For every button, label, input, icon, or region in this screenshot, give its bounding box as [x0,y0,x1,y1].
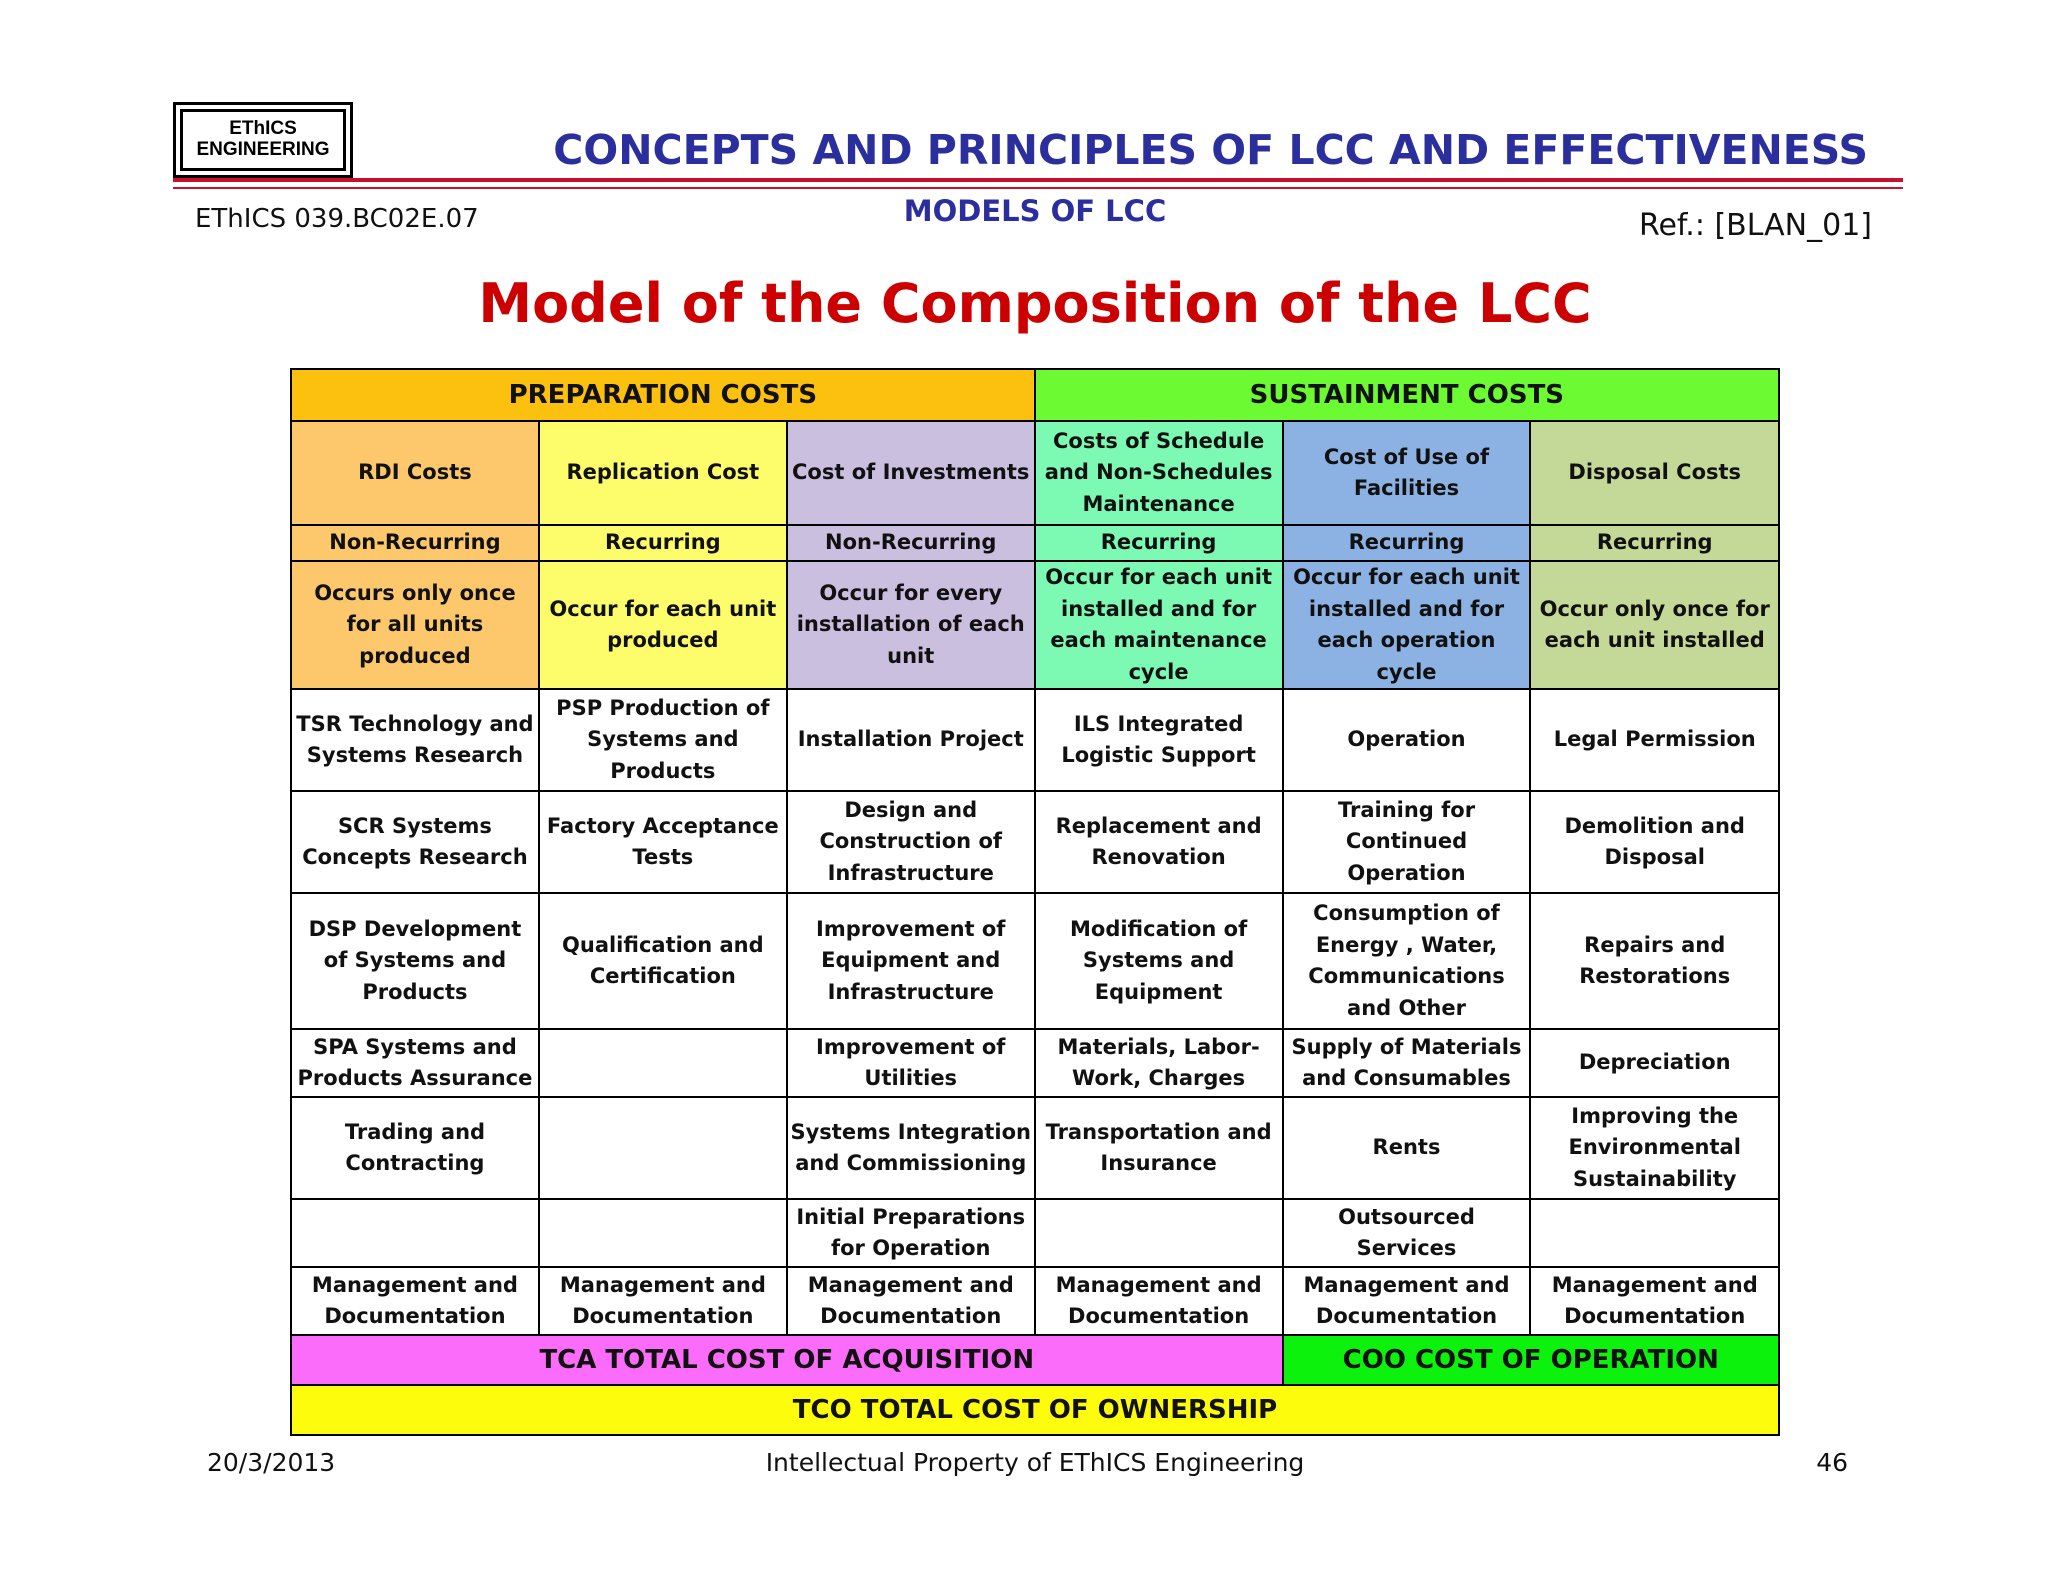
table-cell [539,1029,787,1097]
table-row [291,893,1779,1029]
table-cell: Outsourced Services [1283,1199,1531,1267]
occurrence-cell: Occurs only once for all units produced [291,561,539,689]
table-cell [539,1199,787,1267]
table-row [291,1029,1779,1097]
logo-line-engineering: ENGINEERING [196,139,330,160]
table-cell [291,1199,539,1267]
column-header: Replication Cost [539,421,787,525]
table-cell: Materials, Labor-Work, Charges [1035,1029,1283,1097]
page-number: 46 [1816,1448,1848,1477]
table-cell: Management and Documentation [1283,1267,1531,1335]
table-cell: Factory Acceptance Tests [539,791,787,893]
occurrence-cell: Occur for each unit installed and for each maintenance cycle [1035,561,1283,689]
table-cell: Trading and Contracting [291,1097,539,1199]
acquisition-operation-row [291,1335,1779,1385]
main-title: CONCEPTS AND PRINCIPLES OF LCC AND EFFECTIVENESS [553,126,1868,174]
table-cell: Improving the Environmental Sustainability [1530,1097,1779,1199]
table-cell: Demolition and Disposal [1530,791,1779,893]
table-cell: Improvement of Equipment and Infrastructure [787,893,1035,1029]
group-header-row [291,369,1779,421]
occurrence-cell: Occur for each unit installed and for each operation cycle [1283,561,1531,689]
column-header: Cost of Use of Facilities [1283,421,1531,525]
recurrence-cell: Recurring [1283,525,1531,561]
table-cell [1035,1199,1283,1267]
occurrence-row [291,561,1779,689]
header-rule-thin [173,187,1903,189]
recurrence-cell: Recurring [1035,525,1283,561]
tca-total-cost-of-acquisition: TCA TOTAL COST OF ACQUISITION [291,1335,1283,1385]
occurrence-cell: Occur only once for each unit installed [1530,561,1779,689]
tco-total-cost-of-ownership: TCO TOTAL COST OF OWNERSHIP [291,1385,1779,1435]
table-cell: Design and Construction of Infrastructure [787,791,1035,893]
occurrence-cell: Occur for each unit produced [539,561,787,689]
ownership-row [291,1385,1779,1435]
column-header: Disposal Costs [1530,421,1779,525]
table-cell: Consumption of Energy , Water, Communications and Other [1283,893,1531,1029]
table-cell: Qualification and Certification [539,893,787,1029]
table-cell: Management and Documentation [1035,1267,1283,1335]
group-sustainment-costs: SUSTAINMENT COSTS [1035,369,1779,421]
table-cell: Systems Integration and Commissioning [787,1097,1035,1199]
column-header-row [291,421,1779,525]
table-cell: DSP Development of Systems and Products [291,893,539,1029]
table-row [291,1097,1779,1199]
table-cell: Management and Documentation [1530,1267,1779,1335]
table-cell: PSP Production of Systems and Products [539,689,787,791]
table-cell: Operation [1283,689,1531,791]
group-preparation-costs: PREPARATION COSTS [291,369,1035,421]
section-subtitle: MODELS OF LCC [903,194,1167,228]
recurrence-cell: Non-Recurring [787,525,1035,561]
table-row [291,1267,1779,1335]
table-cell: Rents [1283,1097,1531,1199]
recurrence-cell: Recurring [1530,525,1779,561]
table-cell: Management and Documentation [291,1267,539,1335]
table-cell: Training for Continued Operation [1283,791,1531,893]
table-cell: Installation Project [787,689,1035,791]
table-cell: Management and Documentation [787,1267,1035,1335]
column-header: Cost of Investments [787,421,1035,525]
header-rule-thick [173,178,1903,182]
table-cell: Modification of Systems and Equipment [1035,893,1283,1029]
coo-cost-of-operation: COO COST OF OPERATION [1283,1335,1779,1385]
lcc-composition-table [290,368,1780,1436]
recurrence-cell: Recurring [539,525,787,561]
logo-frame [180,109,346,171]
company-logo [173,102,353,178]
footer-ownership-note: Intellectual Property of EThICS Engineering [765,1448,1305,1477]
table-cell: SCR Systems Concepts Research [291,791,539,893]
table-row [291,791,1779,893]
table-cell: ILS Integrated Logistic Support [1035,689,1283,791]
table-cell: Supply of Materials and Consumables [1283,1029,1531,1097]
table-cell: Replacement and Renovation [1035,791,1283,893]
page-heading: Model of the Composition of the LCC [478,272,1592,335]
reference-label: Ref.: [BLAN_01] [1638,208,1872,243]
table-row [291,1199,1779,1267]
table-cell [539,1097,787,1199]
table-cell: Transportation and Insurance [1035,1097,1283,1199]
logo-line-ethics: EThICS [229,118,297,140]
table-cell [1530,1199,1779,1267]
table-cell: Legal Permission [1530,689,1779,791]
table-cell: Depreciation [1530,1029,1779,1097]
column-header: Costs of Schedule and Non-Schedules Maintenance [1035,421,1283,525]
recurrence-row [291,525,1779,561]
recurrence-cell: Non-Recurring [291,525,539,561]
table-cell: TSR Technology and Systems Research [291,689,539,791]
table-cell: SPA Systems and Products Assurance [291,1029,539,1097]
footer-date: 20/3/2013 [207,1448,336,1477]
table-row [291,689,1779,791]
table-cell: Improvement of Utilities [787,1029,1035,1097]
document-code: EThICS 039.BC02E.07 [195,204,479,234]
table-cell: Repairs and Restorations [1530,893,1779,1029]
table-cell: Management and Documentation [539,1267,787,1335]
table-cell: Initial Preparations for Operation [787,1199,1035,1267]
occurrence-cell: Occur for every installation of each unit [787,561,1035,689]
column-header: RDI Costs [291,421,539,525]
